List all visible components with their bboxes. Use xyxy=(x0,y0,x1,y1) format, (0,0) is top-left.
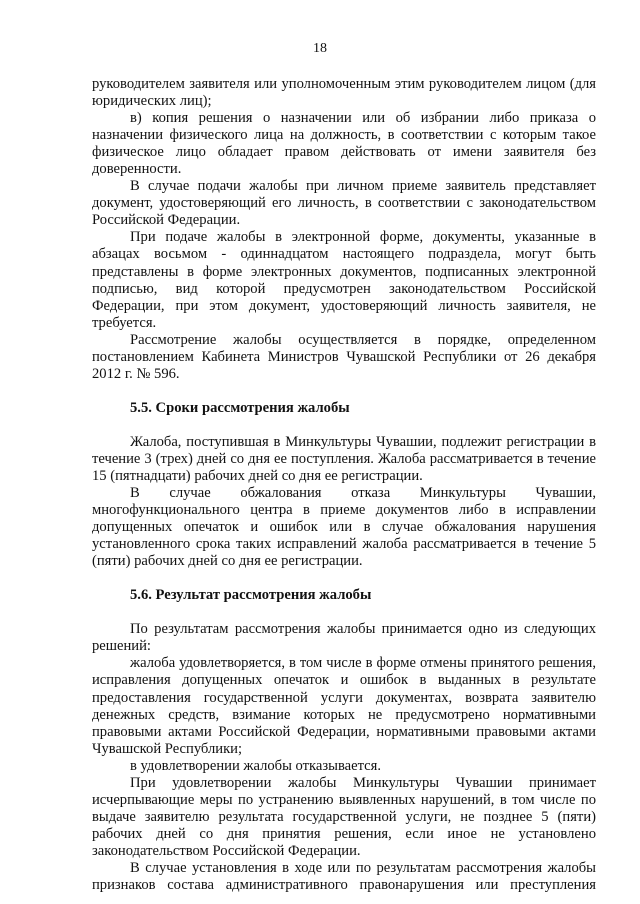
paragraph: При подаче жалобы в электронной форме, документы, указанные в абзацах восьмом - одиннадцатом настоящего подраздела, могут быть представлены в форме электронных документов, подписанных электронной подписью, вид которой предусмотрен законодательством Российской Федерации, при этом документ, удостоверяющий личность заявителя, не требуется. xyxy=(92,229,596,331)
section-heading: 5.5. Сроки рассмотрения жалобы xyxy=(130,399,350,416)
page-content xyxy=(92,76,596,894)
paragraph: в) копия решения о назначении или об избрании либо приказа о назначении физического лица на должность, в соответствии с которым такое физическое лицо обладает правом действовать от имени заявителя без доверенности. xyxy=(92,110,596,178)
paragraph: жалоба удовлетворяется, в том числе в форме отмены принятого решения, исправления допущенных опечаток и ошибок в выданных в результате предоставления государственной услуги документах, возврата заявителю денежных средств, взимание которых не предусмотрено нормативными правовыми актами Российской Федерации, нормативными правовыми актами Чувашской Республики; xyxy=(92,655,596,757)
paragraph: Жалоба, поступившая в Минкультуры Чувашии, подлежит регистрации в течение 3 (трех) дней со дня ее поступления. Жалоба рассматривается в течение 15 (пятнадцати) рабочих дней со дня ее регистрации. xyxy=(92,433,596,484)
paragraph: При удовлетворении жалобы Минкультуры Чувашии принимает исчерпывающие меры по устранению выявленных нарушений, в том числе по выдаче заявителю результата государственной услуги, не позднее 5 (пяти) рабочих дней со дня принятия решения, если иное не установлено законодательством Российской Федерации. xyxy=(92,774,596,859)
paragraph: В случае подачи жалобы при личном приеме заявитель представляет документ, удостоверяющий его личность, в соответствии с законодательством Российской Федерации. xyxy=(92,178,596,229)
section-heading: 5.6. Результат рассмотрения жалобы xyxy=(130,587,372,604)
paragraph: Рассмотрение жалобы осуществляется в порядке, определенном постановлением Кабинета Министров Чувашской Республики от 26 декабря 2012 г. № 596. xyxy=(92,331,596,382)
paragraph: В случае обжалования отказа Минкультуры Чувашии, многофункционального центра в приеме документов либо в исправлении допущенных опечаток и ошибок или в случае обжалования нарушения установленного срока таких исправлений жалоба рассматривается в течение 5 (пяти) рабочих дней со дня ее регистрации. xyxy=(92,485,596,570)
paragraph: По результатам рассмотрения жалобы принимается одно из следующих решений: xyxy=(92,621,596,655)
page-number: 18 xyxy=(313,41,327,56)
paragraph: руководителем заявителя или уполномоченным этим руководителем лицом (для юридических лиц); xyxy=(92,76,596,110)
paragraph: в удовлетворении жалобы отказывается. xyxy=(130,757,382,774)
paragraph: В случае установления в ходе или по результатам рассмотрения жалобы признаков состава административного правонарушения или преступления xyxy=(92,859,596,894)
